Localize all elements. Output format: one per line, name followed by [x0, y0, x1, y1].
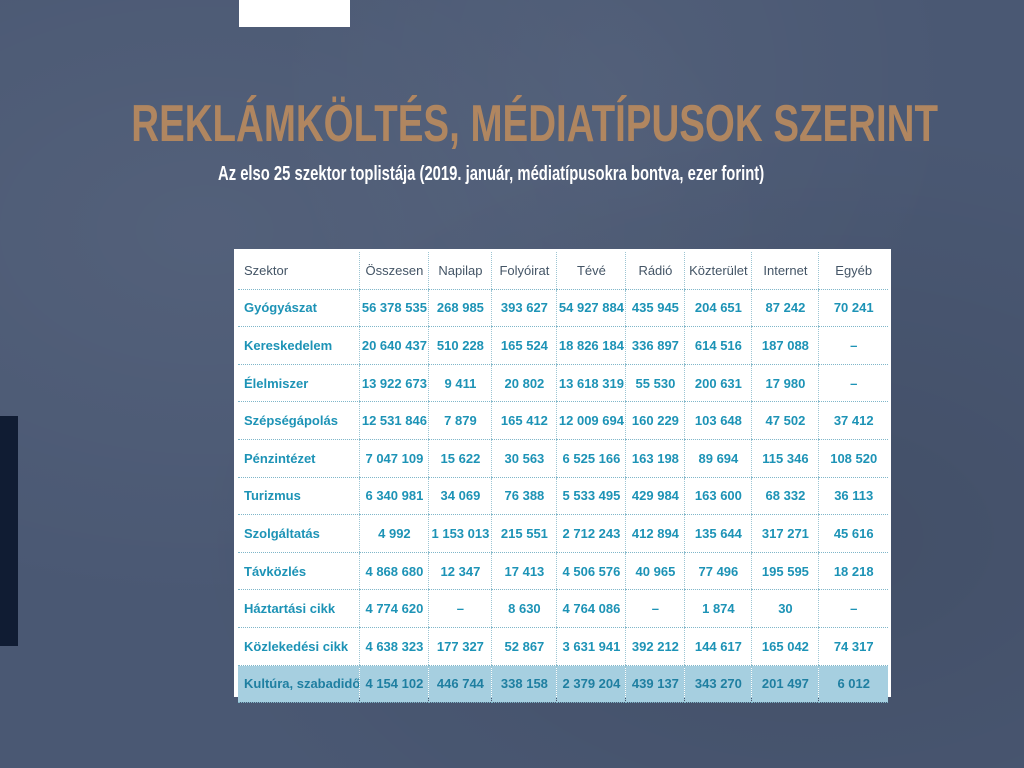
- column-header: Közterület: [685, 252, 752, 289]
- value-cell: 336 897: [626, 327, 685, 365]
- value-cell: 165 524: [492, 327, 557, 365]
- value-cell: 163 198: [626, 439, 685, 477]
- column-header: Internet: [752, 252, 819, 289]
- value-cell: 393 627: [492, 289, 557, 327]
- value-cell: 200 631: [685, 364, 752, 402]
- value-cell: 40 965: [626, 552, 685, 590]
- value-cell: 115 346: [752, 439, 819, 477]
- value-cell: 5 533 495: [557, 477, 626, 515]
- value-cell: 215 551: [492, 515, 557, 553]
- value-cell: 56 378 535: [360, 289, 429, 327]
- value-cell: 52 867: [492, 627, 557, 665]
- table-header-row: [238, 252, 888, 289]
- value-cell: 12 009 694: [557, 402, 626, 440]
- value-cell: 47 502: [752, 402, 819, 440]
- value-cell: –: [819, 327, 888, 365]
- value-cell: 55 530: [626, 364, 685, 402]
- value-cell: 8 630: [492, 590, 557, 628]
- value-cell: 13 922 673: [360, 364, 429, 402]
- table-row: [238, 439, 888, 477]
- value-cell: 429 984: [626, 477, 685, 515]
- value-cell: 17 413: [492, 552, 557, 590]
- left-accent-bar: [0, 416, 18, 646]
- value-cell: 446 744: [429, 665, 492, 703]
- value-cell: 12 531 846: [360, 402, 429, 440]
- value-cell: 4 638 323: [360, 627, 429, 665]
- value-cell: 34 069: [429, 477, 492, 515]
- page-title: REKLÁMKÖLTÉS, MÉDIATÍPUSOK SZERINT: [131, 95, 938, 153]
- value-cell: 20 640 437: [360, 327, 429, 365]
- value-cell: 7 879: [429, 402, 492, 440]
- value-cell: 614 516: [685, 327, 752, 365]
- value-cell: 204 651: [685, 289, 752, 327]
- value-cell: –: [429, 590, 492, 628]
- page-subtitle: Az elso 25 szektor toplistája (2019. január, médiatípusokra bontva, ezer forint): [218, 163, 765, 185]
- value-cell: 4 774 620: [360, 590, 429, 628]
- value-cell: 37 412: [819, 402, 888, 440]
- table-row: [238, 289, 888, 327]
- value-cell: 4 154 102: [360, 665, 429, 703]
- value-cell: –: [819, 364, 888, 402]
- value-cell: 30 563: [492, 439, 557, 477]
- value-cell: 195 595: [752, 552, 819, 590]
- table-row: [238, 515, 888, 553]
- column-header: Szektor: [238, 252, 360, 289]
- ad-spend-table: [238, 252, 888, 703]
- value-cell: 187 088: [752, 327, 819, 365]
- table-row: [238, 402, 888, 440]
- value-cell: 268 985: [429, 289, 492, 327]
- value-cell: 6 525 166: [557, 439, 626, 477]
- value-cell: 160 229: [626, 402, 685, 440]
- sector-name-cell: Kereskedelem: [238, 327, 360, 365]
- value-cell: 177 327: [429, 627, 492, 665]
- value-cell: 135 644: [685, 515, 752, 553]
- sector-name-cell: Távközlés: [238, 552, 360, 590]
- value-cell: 163 600: [685, 477, 752, 515]
- value-cell: 412 894: [626, 515, 685, 553]
- table-row: [238, 590, 888, 628]
- value-cell: 77 496: [685, 552, 752, 590]
- value-cell: –: [626, 590, 685, 628]
- value-cell: 20 802: [492, 364, 557, 402]
- table-row: [238, 364, 888, 402]
- value-cell: 13 618 319: [557, 364, 626, 402]
- value-cell: 4 868 680: [360, 552, 429, 590]
- table-row: [238, 665, 888, 703]
- value-cell: 201 497: [752, 665, 819, 703]
- sector-name-cell: Turizmus: [238, 477, 360, 515]
- value-cell: 4 506 576: [557, 552, 626, 590]
- table-row: [238, 477, 888, 515]
- value-cell: 2 712 243: [557, 515, 626, 553]
- value-cell: 439 137: [626, 665, 685, 703]
- value-cell: 36 113: [819, 477, 888, 515]
- sector-name-cell: Élelmiszer: [238, 364, 360, 402]
- value-cell: 12 347: [429, 552, 492, 590]
- value-cell: 144 617: [685, 627, 752, 665]
- value-cell: 68 332: [752, 477, 819, 515]
- value-cell: 1 153 013: [429, 515, 492, 553]
- table-row: [238, 627, 888, 665]
- value-cell: 18 826 184: [557, 327, 626, 365]
- value-cell: 45 616: [819, 515, 888, 553]
- value-cell: 74 317: [819, 627, 888, 665]
- value-cell: 89 694: [685, 439, 752, 477]
- column-header: Tévé: [557, 252, 626, 289]
- value-cell: 3 631 941: [557, 627, 626, 665]
- sector-name-cell: Szépségápolás: [238, 402, 360, 440]
- column-header: Napilap: [429, 252, 492, 289]
- value-cell: 338 158: [492, 665, 557, 703]
- column-header: Egyéb: [819, 252, 888, 289]
- value-cell: 30: [752, 590, 819, 628]
- value-cell: 76 388: [492, 477, 557, 515]
- value-cell: 4 764 086: [557, 590, 626, 628]
- sector-name-cell: Kultúra, szabadidő: [238, 665, 360, 703]
- value-cell: 15 622: [429, 439, 492, 477]
- value-cell: 70 241: [819, 289, 888, 327]
- column-header: Összesen: [360, 252, 429, 289]
- value-cell: 9 411: [429, 364, 492, 402]
- value-cell: 6 340 981: [360, 477, 429, 515]
- top-white-rectangle: [239, 0, 350, 27]
- sector-name-cell: Szolgáltatás: [238, 515, 360, 553]
- value-cell: 510 228: [429, 327, 492, 365]
- value-cell: 165 042: [752, 627, 819, 665]
- column-header: Folyóirat: [492, 252, 557, 289]
- sector-name-cell: Gyógyászat: [238, 289, 360, 327]
- value-cell: 4 992: [360, 515, 429, 553]
- value-cell: 87 242: [752, 289, 819, 327]
- column-header: Rádió: [626, 252, 685, 289]
- value-cell: 7 047 109: [360, 439, 429, 477]
- value-cell: 17 980: [752, 364, 819, 402]
- value-cell: 317 271: [752, 515, 819, 553]
- value-cell: 435 945: [626, 289, 685, 327]
- sector-name-cell: Közlekedési cikk: [238, 627, 360, 665]
- value-cell: 6 012: [819, 665, 888, 703]
- value-cell: 103 648: [685, 402, 752, 440]
- value-cell: 18 218: [819, 552, 888, 590]
- value-cell: 2 379 204: [557, 665, 626, 703]
- sector-name-cell: Háztartási cikk: [238, 590, 360, 628]
- table-row: [238, 327, 888, 365]
- table-row: [238, 552, 888, 590]
- value-cell: 108 520: [819, 439, 888, 477]
- value-cell: 1 874: [685, 590, 752, 628]
- value-cell: 343 270: [685, 665, 752, 703]
- value-cell: –: [819, 590, 888, 628]
- value-cell: 165 412: [492, 402, 557, 440]
- value-cell: 392 212: [626, 627, 685, 665]
- value-cell: 54 927 884: [557, 289, 626, 327]
- ad-spend-table-image: [234, 249, 891, 697]
- sector-name-cell: Pénzintézet: [238, 439, 360, 477]
